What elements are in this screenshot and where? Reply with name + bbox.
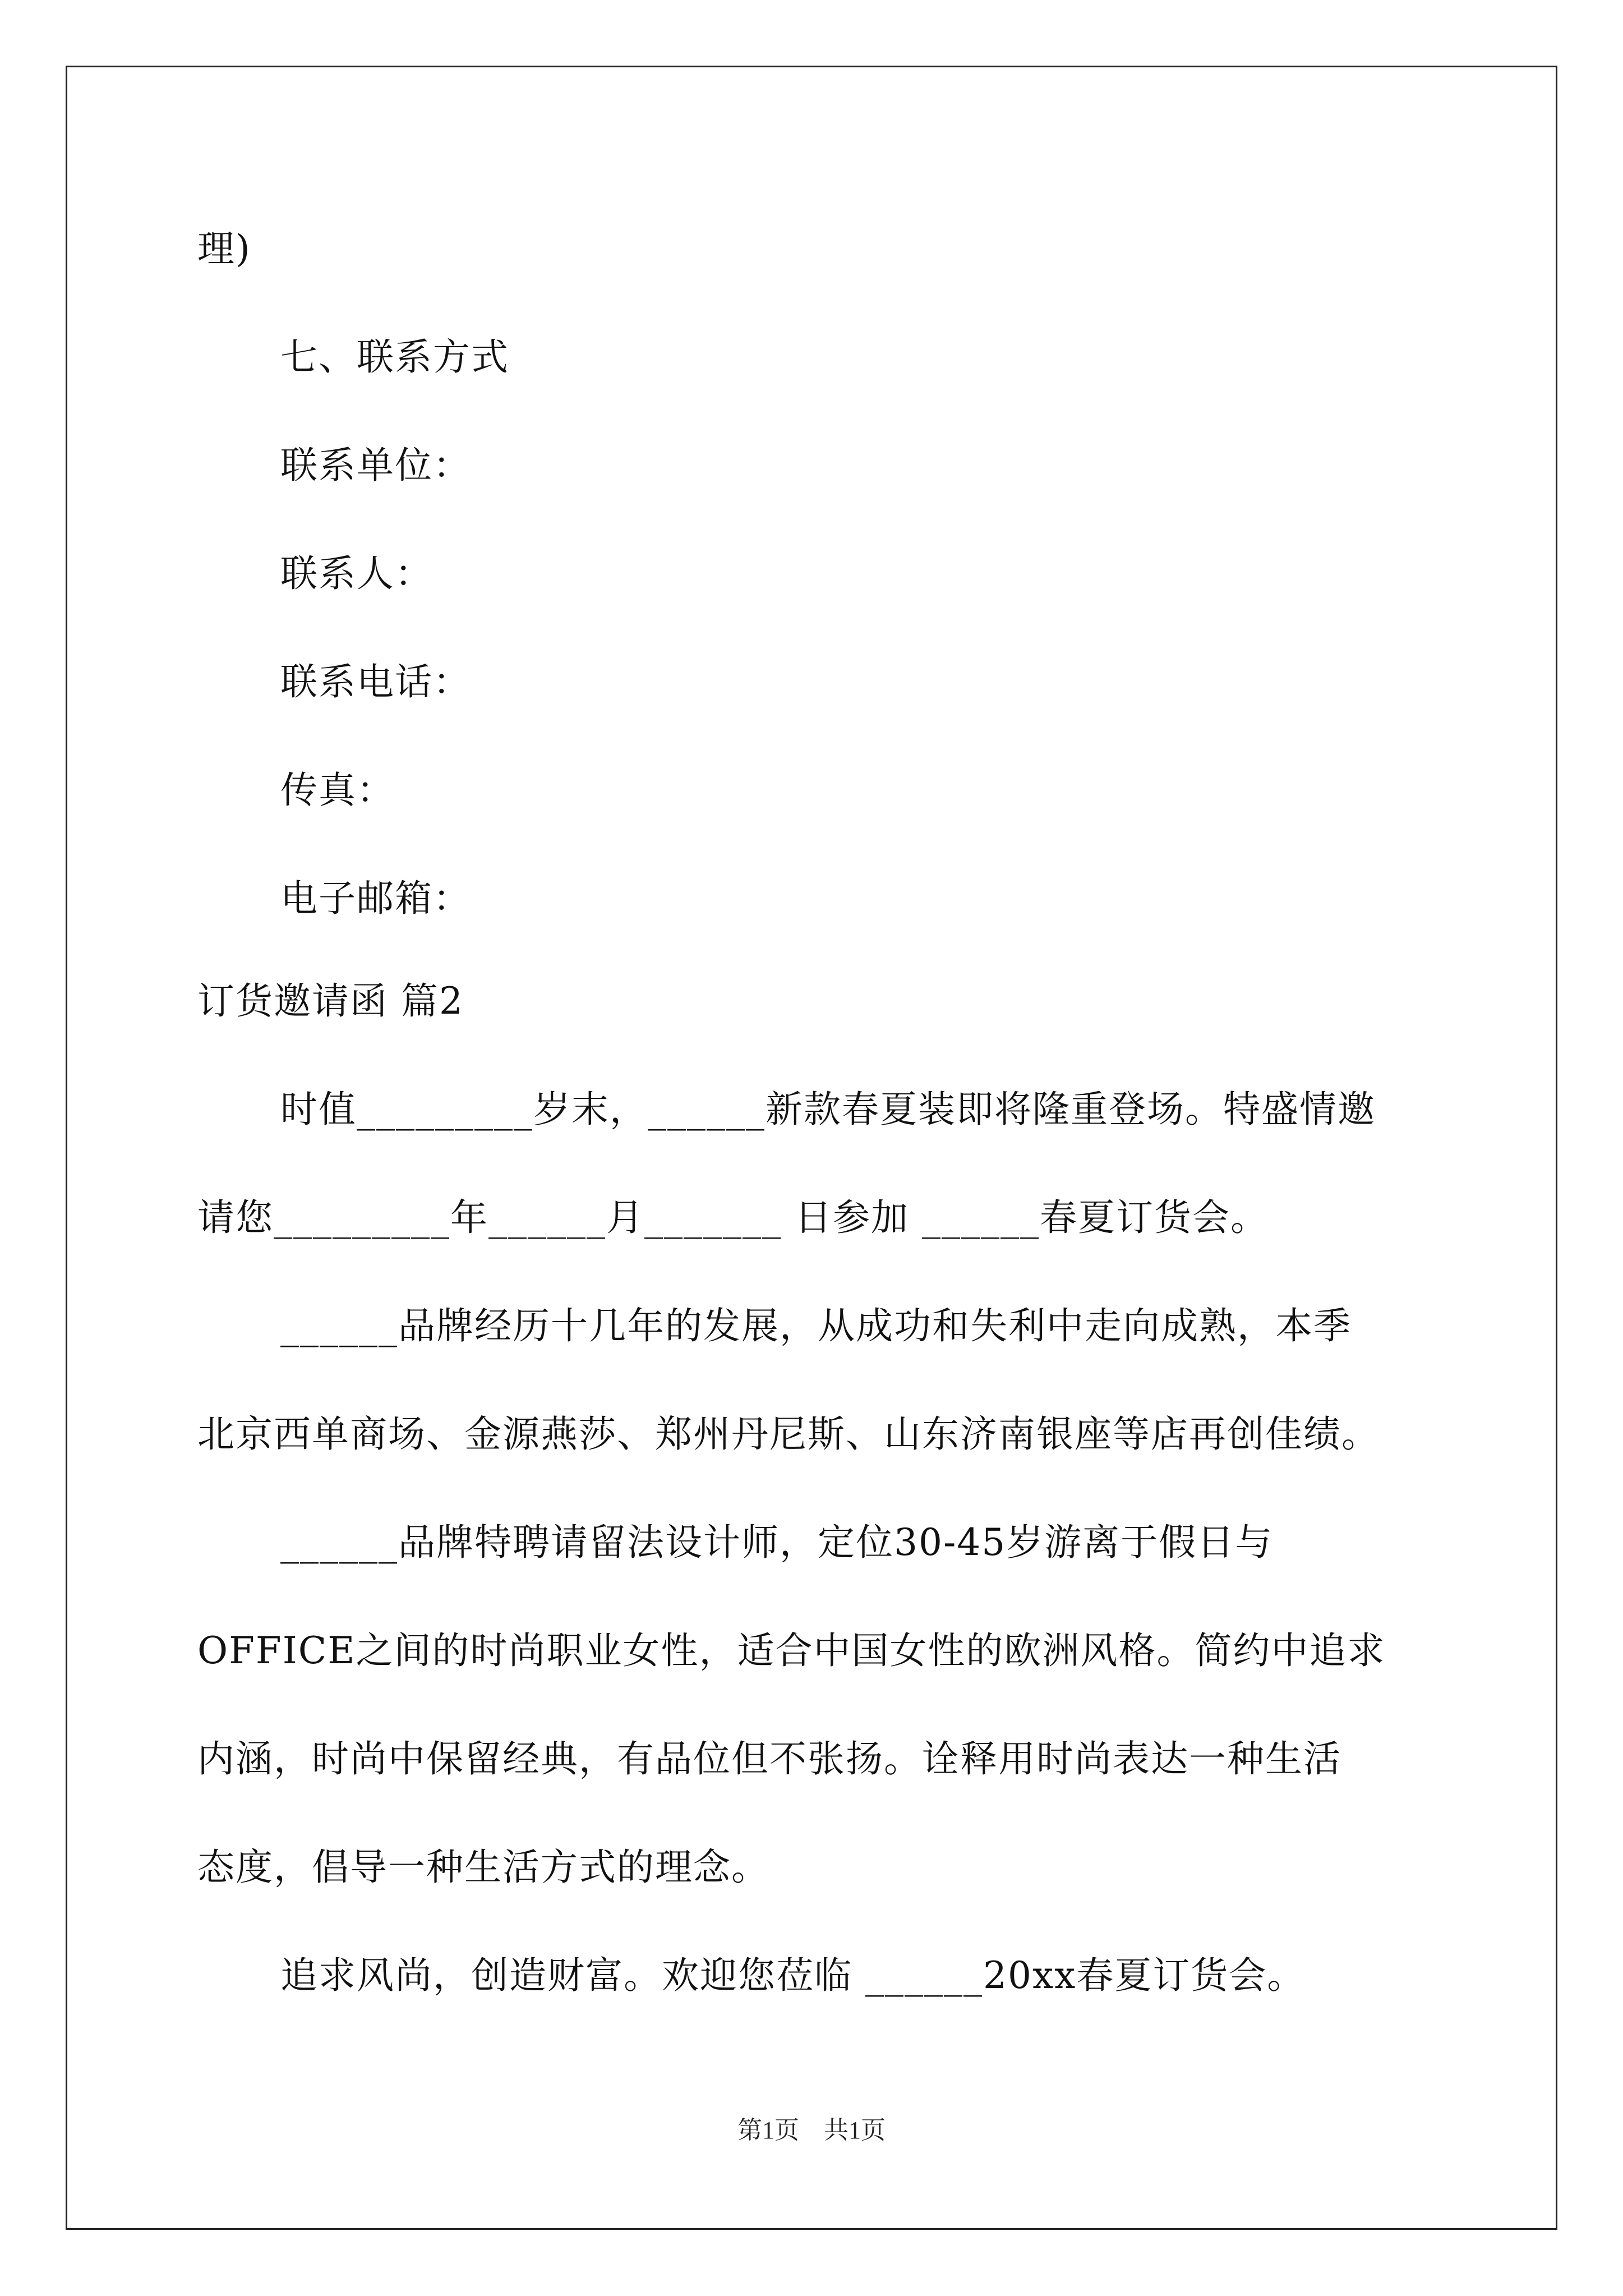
- paragraph-line: 请您_________年______月_______ 日参加 ______春夏订货会。: [197, 1196, 1269, 1239]
- page-border: [66, 66, 1557, 2230]
- email-label: 电子邮箱：: [280, 877, 471, 920]
- page-footer: 第1页 共1页: [737, 2116, 886, 2144]
- section-heading-contact: 七、联系方式: [280, 335, 509, 379]
- paragraph-line: OFFICE之间的时尚职业女性，适合中国女性的欧洲风格。简约中追求: [197, 1629, 1386, 1672]
- paragraph-line: 北京西单商场、金源燕莎、郑州丹尼斯、山东济南银座等店再创佳绩。: [197, 1412, 1380, 1456]
- paragraph-line: 追求风尚，创造财富。欢迎您莅临 ______20xx春夏订货会。: [280, 1954, 1306, 1997]
- paragraph-line: ______品牌特聘请留法设计师，定位30-45岁游离于假日与: [280, 1521, 1274, 1564]
- contact-person-label: 联系人：: [280, 552, 433, 595]
- paragraph-line: ______品牌经历十几年的发展，从成功和失利中走向成熟，本季: [280, 1304, 1352, 1347]
- paragraph-line: 时值_________岁末，______新款春夏装即将隆重登场。特盛情邀: [280, 1088, 1376, 1131]
- contact-phone-label: 联系电话：: [280, 660, 471, 703]
- contact-unit-label: 联系单位：: [280, 444, 471, 487]
- text-line: 理): [197, 227, 251, 270]
- fax-label: 传真：: [280, 769, 395, 812]
- paragraph-line: 态度，倡导一种生活方式的理念。: [197, 1846, 769, 1889]
- paragraph-line: 内涵，时尚中保留经典，有品位但不张扬。诠释用时尚表达一种生活: [197, 1737, 1341, 1780]
- article-title: 订货邀请函 篇2: [197, 979, 464, 1023]
